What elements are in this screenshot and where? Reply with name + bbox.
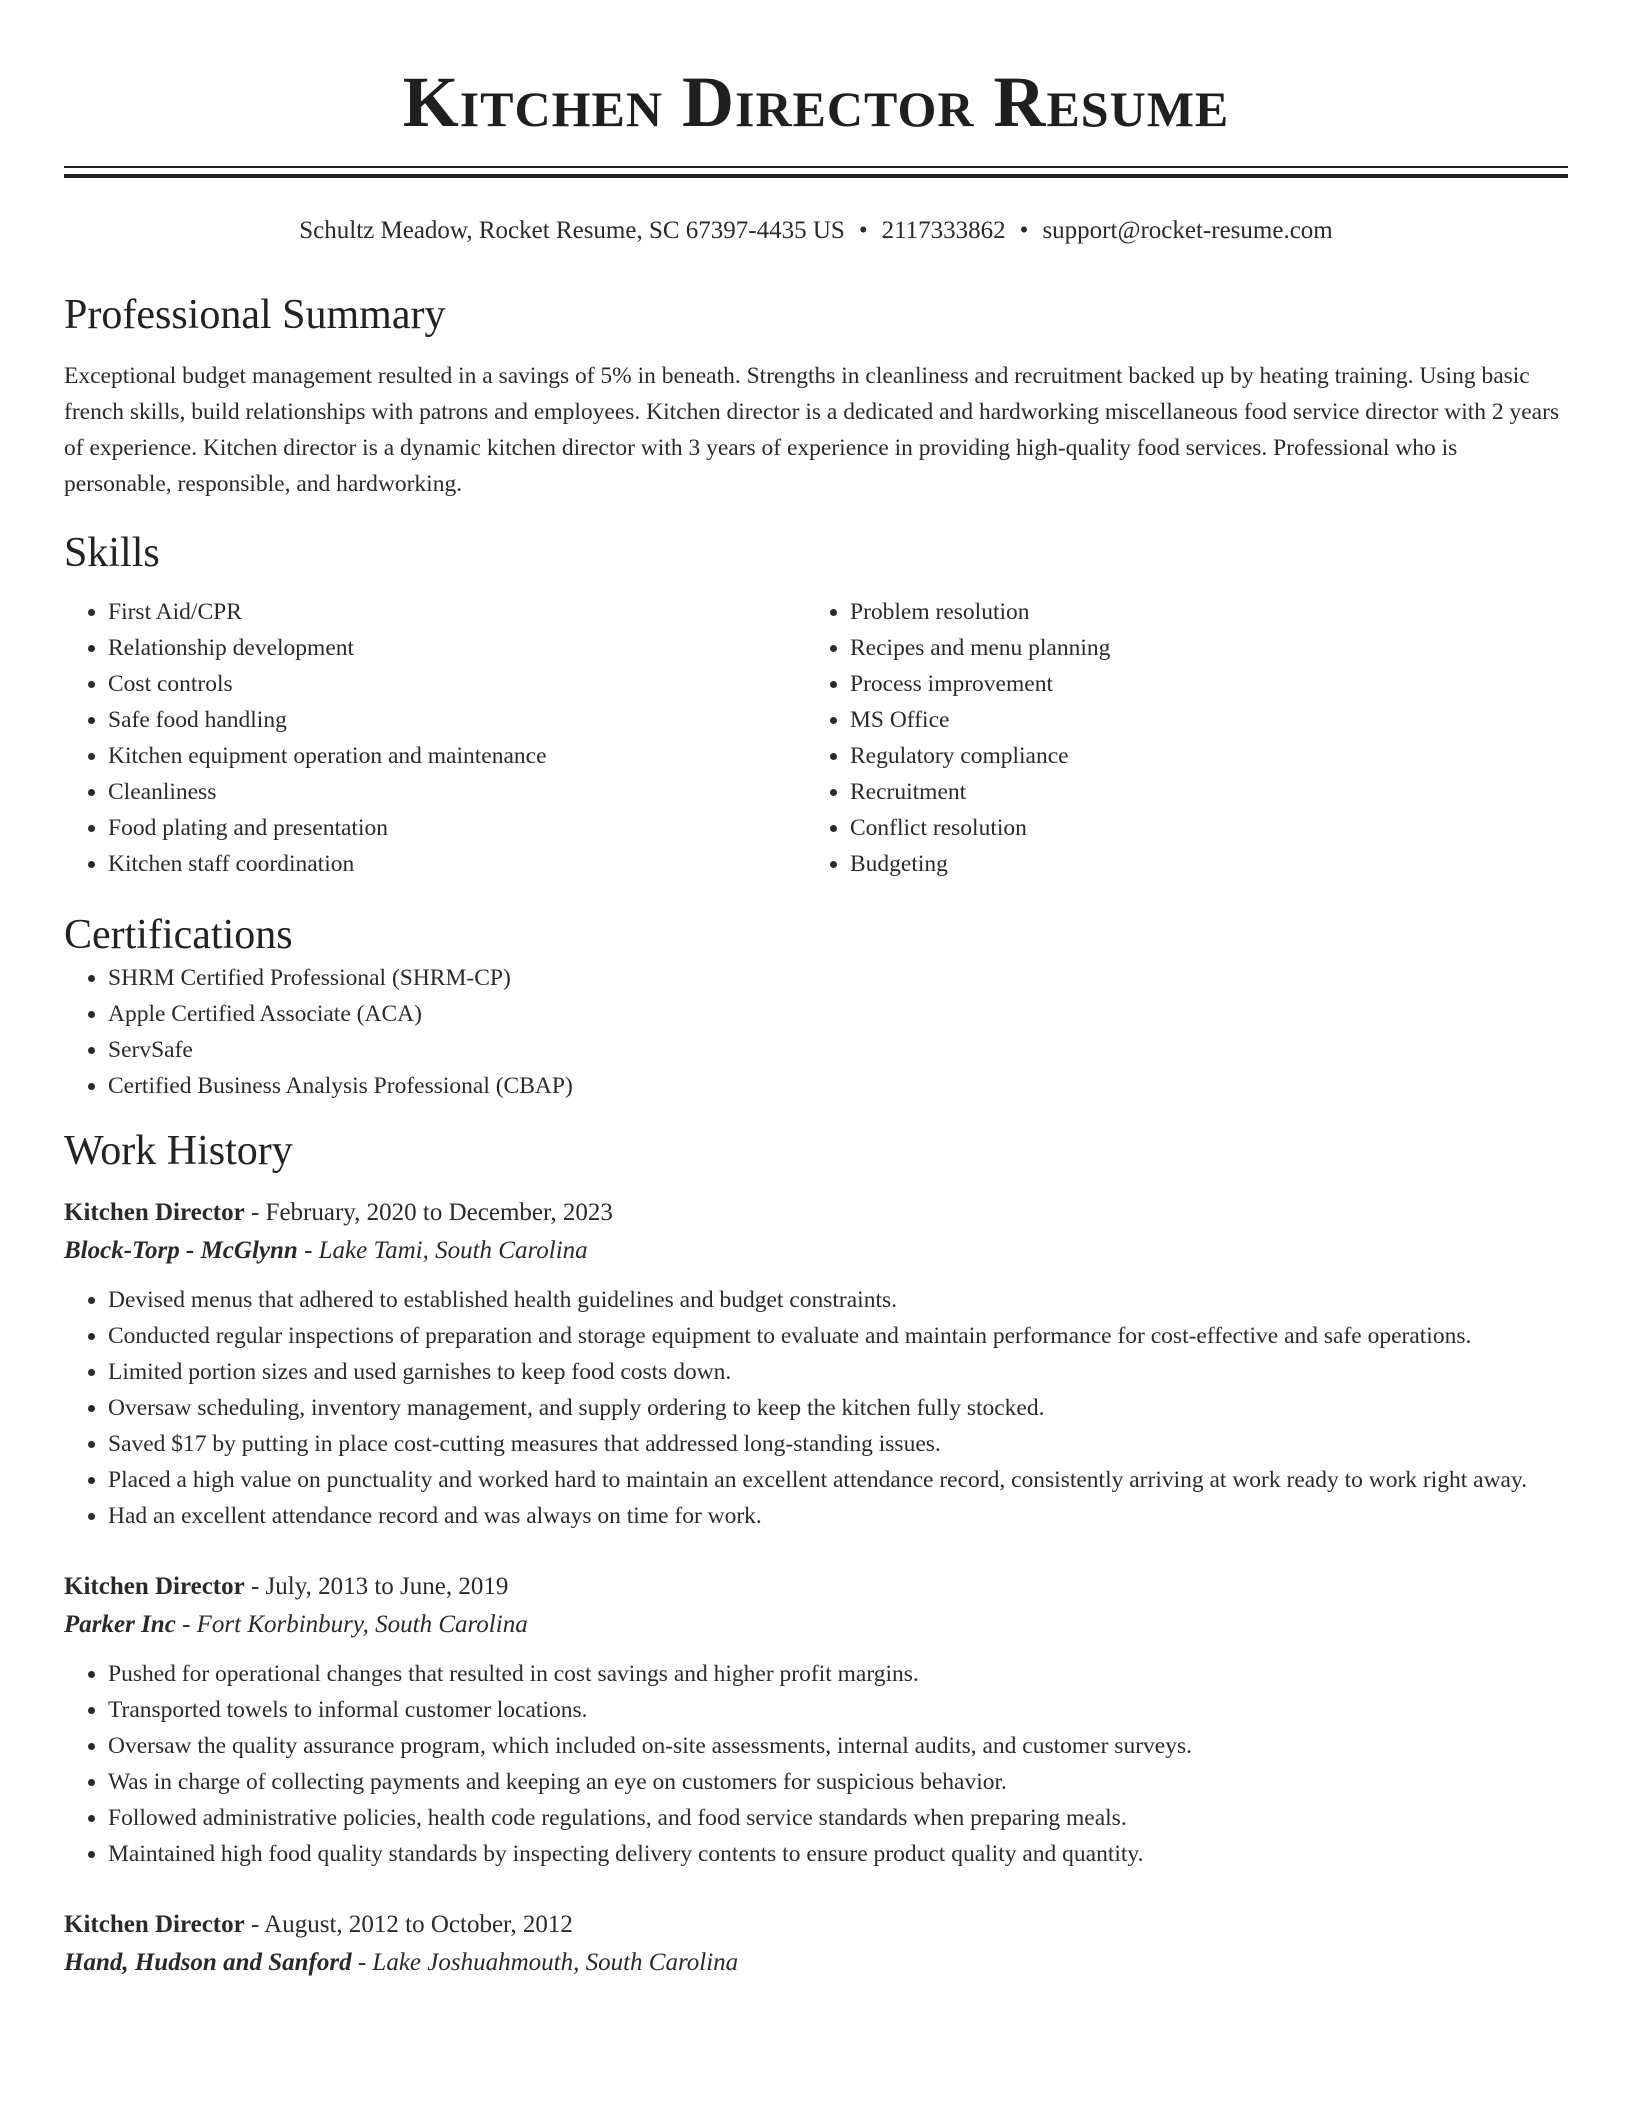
job-title-line	[64, 1906, 1568, 1944]
job-bullet: • Placed a high value on punctuality and worked hard to maintain an excellent attendance record, consistently arriving at work ready to work right away.	[108, 1462, 1568, 1498]
job-role: Kitchen Director	[64, 1199, 245, 1226]
job-bullet: • Oversaw the quality assurance program, which included on-site assessments, internal audits, and customer surveys.	[108, 1728, 1568, 1764]
job-dates: - July, 2013 to June, 2019	[244, 1573, 509, 1600]
job-location: - Fort Korbinbury, South Carolina	[175, 1611, 528, 1638]
skill-item: • Safe food handling	[108, 702, 806, 738]
skills-heading: Skills	[64, 530, 160, 576]
job-location: - Lake Joshuahmouth, South Carolina	[351, 1949, 739, 1976]
job-company: Hand, Hudson and Sanford	[64, 1949, 352, 1976]
job-bullets	[64, 1656, 1568, 1872]
job-bullet: • Was in charge of collecting payments and keeping an eye on customers for suspicious behavior.	[108, 1764, 1568, 1800]
resume-title: Kitchen Director Resume	[402, 62, 1230, 142]
skills-column-right	[806, 594, 1548, 882]
job-entry	[64, 1568, 1568, 1872]
contact-line	[64, 216, 1568, 246]
job-bullet: • Devised menus that adhered to established health guidelines and budget constraints.	[108, 1282, 1568, 1318]
divider-thick	[64, 174, 1568, 178]
skill-item: • Food plating and presentation	[108, 810, 806, 846]
certification-item: • ServSafe	[108, 1032, 1568, 1068]
skills-column-left	[64, 594, 806, 882]
skill-item: • Recruitment	[850, 774, 1548, 810]
skill-item: • Conflict resolution	[850, 810, 1548, 846]
contact-separator: •	[1019, 217, 1029, 244]
job-company: Parker Inc	[64, 1611, 176, 1638]
job-dates: - February, 2020 to December, 2023	[244, 1199, 613, 1226]
skills-list-right	[806, 594, 1548, 882]
certifications-list	[64, 960, 1568, 1104]
contact-email[interactable]: support@rocket-resume.com	[1042, 217, 1333, 244]
job-title-line	[64, 1194, 1568, 1232]
job-bullet: • Followed administrative policies, health code regulations, and food service standards when preparing meals.	[108, 1800, 1568, 1836]
job-role: Kitchen Director	[64, 1573, 245, 1600]
skill-item: • Recipes and menu planning	[850, 630, 1548, 666]
job-bullets	[64, 1282, 1568, 1534]
title-divider	[64, 166, 1568, 178]
job-bullet: • Pushed for operational changes that resulted in cost savings and higher profit margins.	[108, 1656, 1568, 1692]
job-location: - Lake Tami, South Carolina	[297, 1237, 588, 1264]
skill-item: • MS Office	[850, 702, 1548, 738]
job-company-line	[64, 1232, 1568, 1270]
job-entry	[64, 1194, 1568, 1534]
contact-separator: •	[858, 217, 868, 244]
job-bullet: • Limited portion sizes and used garnishes to keep food costs down.	[108, 1354, 1568, 1390]
skill-item: • Regulatory compliance	[850, 738, 1548, 774]
job-bullet: • Had an excellent attendance record and was always on time for work.	[108, 1498, 1568, 1534]
work-history-heading: Work History	[64, 1128, 293, 1174]
skill-item: • First Aid/CPR	[108, 594, 806, 630]
job-bullet: • Oversaw scheduling, inventory management, and supply ordering to keep the kitchen fully stocked.	[108, 1390, 1568, 1426]
job-bullet: • Maintained high food quality standards by inspecting delivery contents to ensure product quality and quantity.	[108, 1836, 1568, 1872]
skill-item: • Kitchen staff coordination	[108, 846, 806, 882]
skills-list-left	[64, 594, 806, 882]
skill-item: • Cost controls	[108, 666, 806, 702]
skill-item: • Kitchen equipment operation and maintenance	[108, 738, 806, 774]
certification-item: • Certified Business Analysis Professional (CBAP)	[108, 1068, 1568, 1104]
job-company-line	[64, 1606, 1568, 1644]
certifications-heading: Certifications	[64, 912, 293, 958]
job-bullet: • Conducted regular inspections of preparation and storage equipment to evaluate and maintain performance for cost-effective and safe operations.	[108, 1318, 1568, 1354]
skills-grid	[64, 594, 1568, 882]
summary-heading: Professional Summary	[64, 292, 446, 338]
job-title-line	[64, 1568, 1568, 1606]
certification-item: • SHRM Certified Professional (SHRM-CP)	[108, 960, 1568, 996]
job-bullet: • Transported towels to informal customer locations.	[108, 1692, 1568, 1728]
skill-item: • Relationship development	[108, 630, 806, 666]
job-entry	[64, 1906, 1568, 1982]
job-company-line	[64, 1944, 1568, 1982]
contact-phone: 2117333862	[881, 217, 1006, 244]
skill-item: • Process improvement	[850, 666, 1548, 702]
summary-text: Exceptional budget management resulted in a savings of 5% in beneath. Strengths in cleanliness and recruitment backed up by heating training. Using basic french skills, build relationships with patrons and employees. Kitchen director is a dedicated and hardworking miscellaneous food service director with 2 years of experience. Kitchen director is a dynamic kitchen director with 3 years of experience in providing high-quality food services. Professional who is personable, responsible, and hardworking.	[64, 363, 1560, 497]
certification-item: • Apple Certified Associate (ACA)	[108, 996, 1568, 1032]
contact-address: Schultz Meadow, Rocket Resume, SC 67397-4435 US	[299, 217, 845, 244]
skill-item: • Budgeting	[850, 846, 1548, 882]
job-dates: - August, 2012 to October, 2012	[244, 1911, 573, 1938]
skill-item: • Cleanliness	[108, 774, 806, 810]
job-company: Block-Torp - McGlynn	[64, 1237, 298, 1264]
job-bullet: • Saved $17 by putting in place cost-cutting measures that addressed long-standing issues.	[108, 1426, 1568, 1462]
job-role: Kitchen Director	[64, 1911, 245, 1938]
skill-item: • Problem resolution	[850, 594, 1548, 630]
divider-thin	[64, 166, 1568, 168]
